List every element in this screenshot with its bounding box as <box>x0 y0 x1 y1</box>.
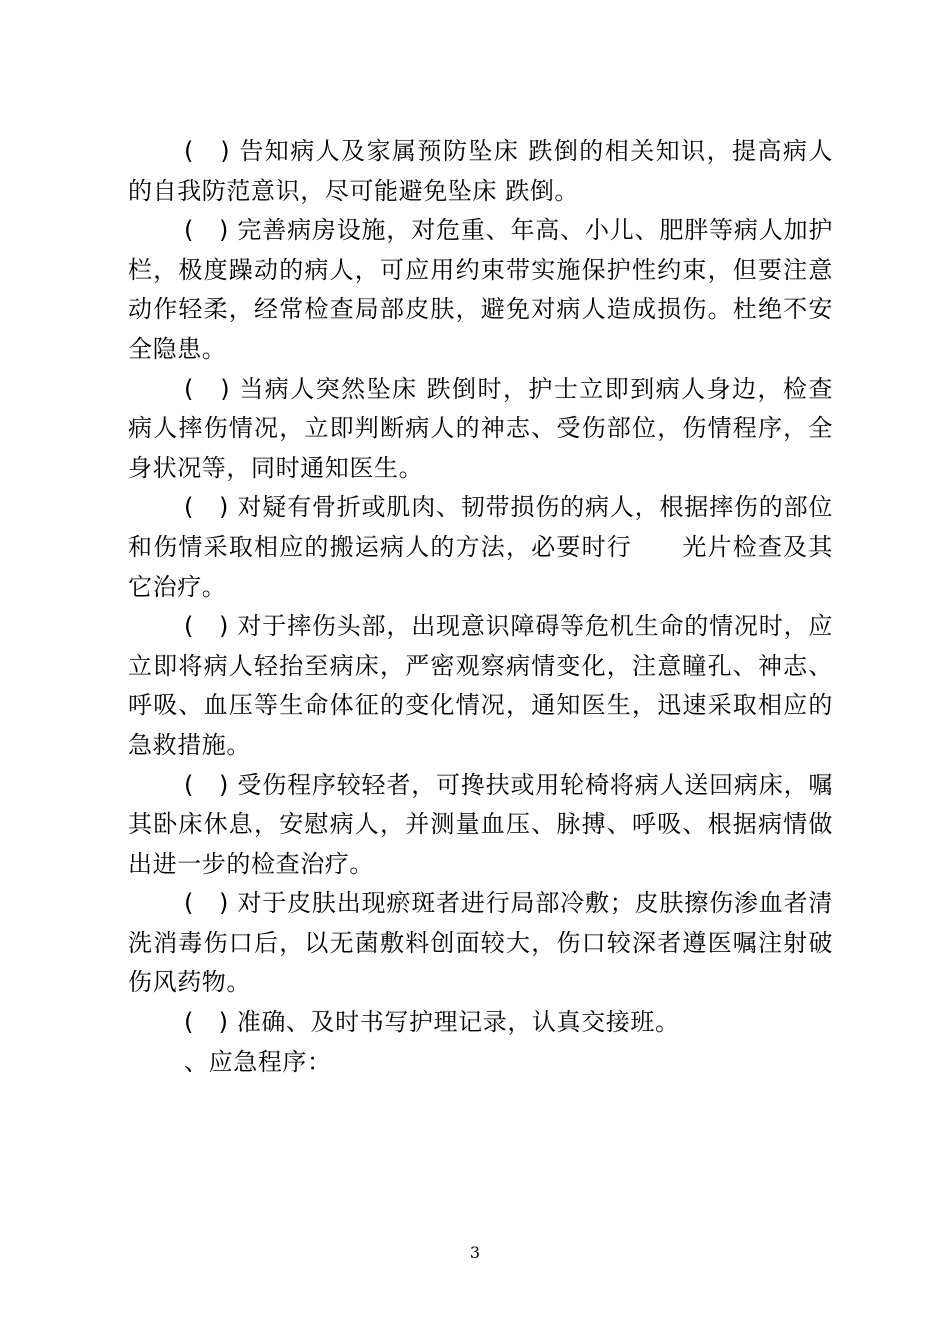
document-body <box>128 132 833 1082</box>
paragraph-head-injury: ( ) 对于摔伤头部，出现意识障碍等危机生命的情况时，应立即将病人轻抬至病床，严密观察病情变化，注意瞳孔、神志、呼吸、血压等生命体征的变化情况，通知医生，迅速采取相应的急救措施。 <box>128 612 833 759</box>
paragraph-fracture-handling: ( ) 对疑有骨折或肌肉、韧带损伤的病人，根据摔伤的部位和伤情采取相应的搬运病人的方法，必要时行 光片检查及其它治疗。 <box>128 493 833 601</box>
paragraph-minor-injury: ( ) 受伤程序较轻者，可搀扶或用轮椅将病人送回病床，嘱其卧床休息，安慰病人，并测量血压、脉搏、呼吸、根据病情做出进一步的检查治疗。 <box>128 770 833 878</box>
paragraph-nursing-record: ( ) 准确、及时书写护理记录，认真交接班。 <box>184 1008 680 1037</box>
paragraph-skin-injury: ( ) 对于皮肤出现瘀斑者进行局部冷敷；皮肤擦伤渗血者清洗消毒伤口后，以无菌敷料创面较大，伤口较深者遵医嘱注射破伤风药物。 <box>128 889 833 997</box>
page-number: 3 <box>469 1243 481 1262</box>
paragraph-fall-response: ( ) 当病人突然坠床 跌倒时，护士立即到病人身边，检查病人摔伤情况，立即判断病人的神志、受伤部位，伤情程序，全身状况等，同时通知医生。 <box>128 374 833 482</box>
paragraph-fall-prevention-education: ( ) 告知病人及家属预防坠床 跌倒的相关知识，提高病人的自我防范意识，尽可能避免坠床 跌倒。 <box>128 137 833 205</box>
section-heading-emergency-procedure: 、应急程序： <box>184 1047 332 1076</box>
paragraph-ward-facilities: ( ) 完善病房设施，对危重、年高、小儿、肥胖等病人加护栏，极度躁动的病人，可应用约束带实施保护性约束，但要注意动作轻柔，经常检查局部皮肤，避免对病人造成损伤。杜绝不安全隐患。 <box>128 216 833 363</box>
